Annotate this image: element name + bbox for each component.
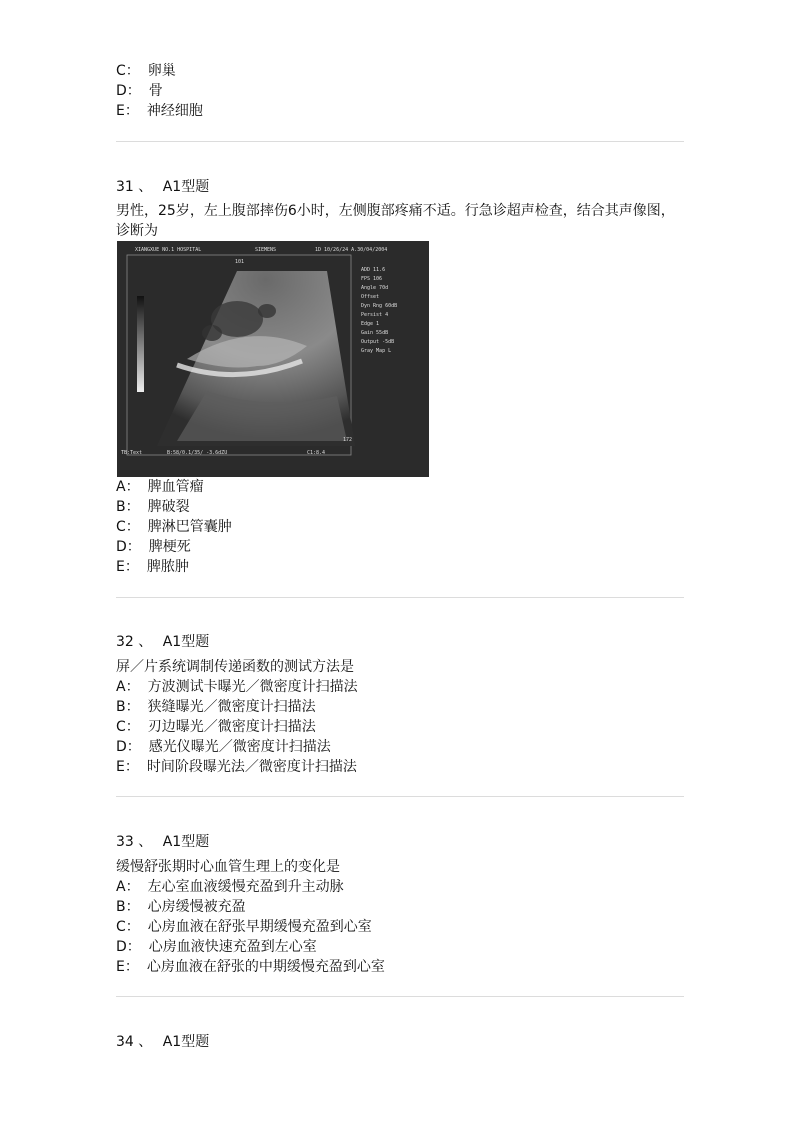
ultrasound-param: Offset xyxy=(361,294,380,300)
ultrasound-header-right: 1D 10/26/24 A.30/04/2004 xyxy=(315,247,388,253)
option-text: 脾破裂 xyxy=(147,499,190,515)
option-text: 脾脓肿 xyxy=(146,559,189,575)
question-separator: 、 xyxy=(138,634,153,650)
question-32-stem: 屏／片系统调制传递函数的测试方法是 xyxy=(116,659,354,675)
option-text: 方波测试卡曝光／微密度计扫描法 xyxy=(147,679,358,695)
question-34-header xyxy=(116,1032,209,1052)
option-letter: E： xyxy=(116,959,139,975)
option-text: 脾血管瘤 xyxy=(147,479,204,495)
option-letter: A： xyxy=(116,479,140,495)
ultrasound-param: ADD 11.6 xyxy=(361,267,386,273)
option-letter: E： xyxy=(116,559,139,575)
question-separator: 、 xyxy=(138,179,153,195)
ultrasound-scale-bottom: 172 xyxy=(343,437,353,443)
option-letter: D： xyxy=(116,539,141,555)
question-type: A1型题 xyxy=(162,1034,210,1050)
option-a xyxy=(116,877,344,897)
ultrasound-param: FPS 106 xyxy=(361,276,383,282)
option-e xyxy=(116,757,357,777)
question-33-header xyxy=(116,832,209,852)
question-divider xyxy=(116,996,684,997)
option-d xyxy=(116,737,331,757)
option-c xyxy=(116,717,316,737)
option-d xyxy=(116,537,191,557)
option-a xyxy=(116,477,204,497)
question-separator: 、 xyxy=(138,834,153,850)
question-divider xyxy=(116,141,684,142)
option-text: 脾梗死 xyxy=(148,539,191,555)
option-c xyxy=(116,917,372,937)
option-letter: C： xyxy=(116,519,140,535)
option-letter: C： xyxy=(116,719,140,735)
question-32-header xyxy=(116,632,209,652)
ultrasound-param: Edge 1 xyxy=(361,321,380,327)
option-letter: D： xyxy=(116,739,141,755)
option-text: 卵巢 xyxy=(147,63,176,79)
option-letter: D： xyxy=(116,939,141,955)
ultrasound-header-left: XIANGXUE NO.1 HOSPITAL xyxy=(135,247,202,253)
ultrasound-footer-left: TB:Text xyxy=(121,450,143,456)
option-e xyxy=(116,101,203,121)
option-a xyxy=(116,677,358,697)
option-c xyxy=(116,517,232,537)
question-divider xyxy=(116,796,684,797)
question-number: 31 xyxy=(116,179,134,195)
option-letter: C： xyxy=(116,63,140,79)
option-text: 骨 xyxy=(148,83,163,99)
option-b xyxy=(116,897,246,917)
ultrasound-param: Gain 55dB xyxy=(361,330,389,336)
ultrasound-param: Persist 4 xyxy=(361,312,389,318)
option-letter: E： xyxy=(116,103,139,119)
option-letter: A： xyxy=(116,679,140,695)
option-text: 刃边曝光／微密度计扫描法 xyxy=(147,719,316,735)
question-number: 33 xyxy=(116,834,134,850)
question-divider xyxy=(116,597,684,598)
option-letter: E： xyxy=(116,759,139,775)
ultrasound-param: Output -5dB xyxy=(361,339,395,345)
option-text: 时间阶段曝光法／微密度计扫描法 xyxy=(146,759,357,775)
option-letter: B： xyxy=(116,699,140,715)
ultrasound-param: Angle 70d xyxy=(361,285,389,291)
ultrasound-footer-right: C1:8.4 xyxy=(307,450,326,456)
option-letter: C： xyxy=(116,919,140,935)
option-text: 心房缓慢被充盈 xyxy=(147,899,246,915)
option-letter: B： xyxy=(116,499,140,515)
option-d xyxy=(116,937,317,957)
option-letter: A： xyxy=(116,879,140,895)
option-text: 心房血液快速充盈到左心室 xyxy=(148,939,317,955)
option-c xyxy=(116,61,176,81)
question-type: A1型题 xyxy=(162,179,210,195)
question-separator: 、 xyxy=(138,1034,153,1050)
option-text: 神经细胞 xyxy=(146,103,203,119)
ultrasound-image xyxy=(117,241,429,477)
ultrasound-footer-mid: B:58/0.1/35/ -3.6dZU xyxy=(167,450,228,456)
question-31-header xyxy=(116,177,209,197)
option-b xyxy=(116,697,316,717)
question-33-stem: 缓慢舒张期时心血管生理上的变化是 xyxy=(116,859,340,875)
option-text: 狭缝曝光／微密度计扫描法 xyxy=(147,699,316,715)
ultrasound-param: Dyn Rng 60dB xyxy=(361,303,398,309)
option-text: 脾淋巴管囊肿 xyxy=(147,519,232,535)
question-type: A1型题 xyxy=(162,834,210,850)
option-letter: D： xyxy=(116,83,141,99)
option-e xyxy=(116,957,385,977)
option-text: 心房血液在舒张早期缓慢充盈到心室 xyxy=(147,919,372,935)
ultrasound-header-mid: SIEMENS xyxy=(255,247,277,253)
option-text: 感光仪曝光／微密度计扫描法 xyxy=(148,739,331,755)
option-letter: B： xyxy=(116,899,140,915)
option-text: 心房血液在舒张的中期缓慢充盈到心室 xyxy=(146,959,385,975)
question-number: 32 xyxy=(116,634,134,650)
option-e xyxy=(116,557,189,577)
question-type: A1型题 xyxy=(162,634,210,650)
option-b xyxy=(116,497,190,517)
option-d xyxy=(116,81,163,101)
question-number: 34 xyxy=(116,1034,134,1050)
ultrasound-param: Gray Map L xyxy=(361,348,392,354)
option-text: 左心室血液缓慢充盈到升主动脉 xyxy=(147,879,344,895)
question-31-stem: 男性，25岁，左上腹部摔伤6小时，左侧腹部疼痛不适。行急诊超声检查，结合其声像图，诊断为 xyxy=(116,203,675,239)
ultrasound-scale-top: 101 xyxy=(235,259,245,265)
